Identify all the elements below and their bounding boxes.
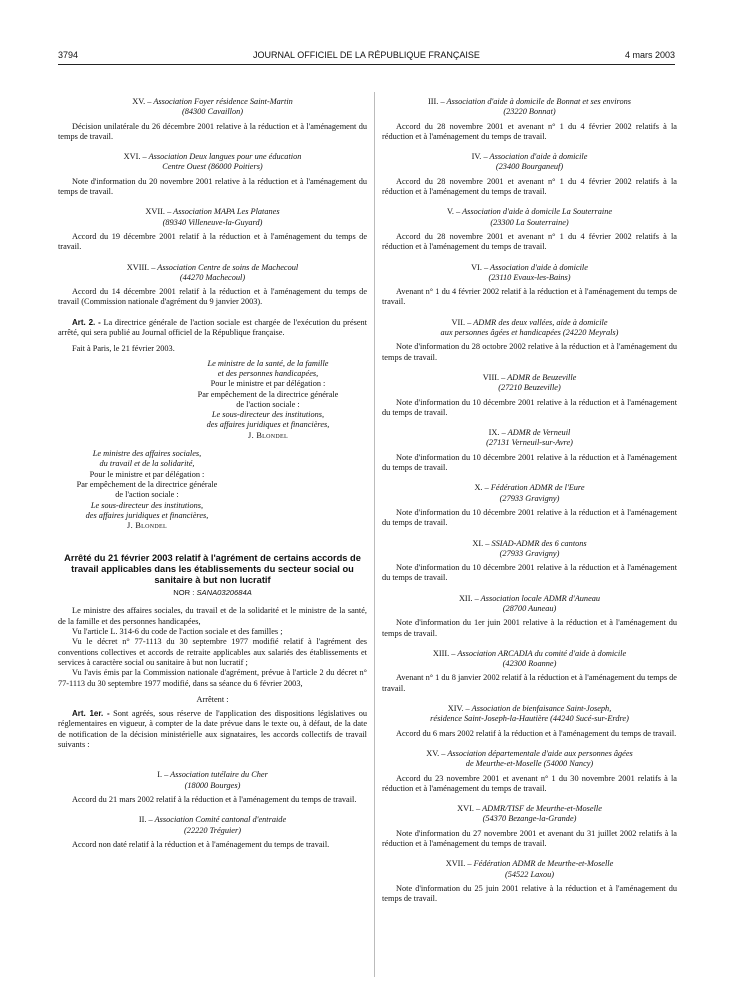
entry-association: – ADMR des deux vallées, aide à domicile bbox=[465, 317, 608, 327]
entry-title bbox=[382, 859, 677, 869]
journal-title: JOURNAL OFFICIEL DE LA RÉPUBLIQUE FRANÇAISE bbox=[253, 50, 480, 60]
right-entry bbox=[382, 373, 677, 418]
entry-title bbox=[382, 318, 677, 328]
entry-title bbox=[58, 815, 367, 825]
entry-title bbox=[382, 428, 677, 438]
entry-number: XII. bbox=[458, 593, 473, 603]
place-date-line: Fait à Paris, le 21 février 2003. bbox=[72, 344, 175, 354]
sig2-line6: Le sous-directeur des institutions, bbox=[90, 500, 204, 510]
entry-location: (44270 Machecoul) bbox=[179, 272, 246, 282]
right-entry bbox=[382, 539, 677, 584]
entry-association: – Association de bienfaisance Saint-Joseph, bbox=[463, 704, 612, 714]
entry-title bbox=[382, 263, 677, 273]
entry-number: XIII. bbox=[432, 648, 450, 658]
left-top-entries bbox=[58, 97, 367, 308]
entry-location: résidence Saint-Joseph-la-Hautière (44240 Sucé-sur-Erdre) bbox=[430, 714, 629, 724]
entry-text: Accord du 6 mars 2002 relatif à la réduction et à l'aménagement du temps de travail. bbox=[396, 728, 677, 738]
entry-location: de Meurthe-et-Moselle (54000 Nancy) bbox=[465, 759, 594, 769]
left-bottom-entry bbox=[58, 815, 367, 850]
entry-text: Décision unilatérale du 26 décembre 2001 relative à la réduction et à l'aménagement du temps de travail. bbox=[58, 121, 367, 141]
article-1-label: Art. 1er. - bbox=[72, 709, 110, 719]
nor-code: SANA0320684A bbox=[196, 588, 252, 598]
entry-number: XIV. bbox=[447, 704, 464, 714]
page-header bbox=[58, 50, 675, 64]
entry-association: – Association d'aide à domicile bbox=[481, 152, 588, 162]
left-top-entry bbox=[58, 263, 367, 308]
sig2-line5: de l'action sociale : bbox=[115, 490, 179, 500]
signature-block-2 bbox=[58, 449, 236, 531]
entry-title bbox=[382, 649, 677, 659]
entry-location: (54522 Laxou) bbox=[504, 869, 555, 879]
entry-text: Accord du 19 décembre 2001 relatif à la réduction et à l'aménagement du temps de travail. bbox=[58, 231, 367, 252]
article-1 bbox=[58, 709, 367, 750]
article-2 bbox=[58, 318, 367, 339]
entry-text: Note d'information du 10 décembre 2001 relative à la réduction et à l'aménagement du temps de travail. bbox=[382, 563, 677, 583]
left-top-entry bbox=[58, 207, 367, 252]
article-2-text: La directrice générale de l'action sociale est chargée de l'exécution du présent arrêté, qui sera publié au Journal officiel de la République française. bbox=[58, 317, 367, 338]
right-entry bbox=[382, 704, 677, 739]
entry-title bbox=[382, 207, 677, 217]
preamble-para-2: Vu l'article L. 314-6 du code de l'action sociale et des familles ; bbox=[72, 627, 283, 637]
right-entry bbox=[382, 318, 677, 363]
entry-title bbox=[382, 152, 677, 162]
sig1-line1: Le ministre de la santé, de la famille bbox=[207, 358, 329, 368]
entry-association: – ADMR/TISF de Meurthe-et-Moselle bbox=[473, 804, 602, 814]
column-divider bbox=[374, 92, 375, 977]
entry-location: (84300 Cavaillon) bbox=[181, 107, 244, 117]
entry-title bbox=[382, 749, 677, 759]
left-bottom-entry bbox=[58, 770, 367, 805]
entry-title bbox=[382, 483, 677, 493]
entry-association: – Association ARCADIA du comité d'aide à domicile bbox=[449, 648, 627, 658]
entry-location: (23110 Evaux-les-Bains) bbox=[488, 272, 571, 282]
entry-number: V. bbox=[446, 207, 454, 217]
entry-location: (54370 Bezange-la-Grande) bbox=[482, 814, 577, 824]
entry-number: II. bbox=[138, 815, 147, 825]
entry-location: (42300 Roanne) bbox=[502, 659, 557, 669]
entry-title bbox=[58, 97, 367, 107]
article-1-text: Sont agréés, sous réserve de l'application des dispositions législatives ou réglementaires en vigueur, à compter de la date prévue dans le texte ou, à défaut, de la date de notification de la décision ministérielle aux signataires, les accords collectifs de travail suivants : bbox=[58, 709, 367, 750]
right-entry bbox=[382, 804, 677, 849]
entry-title bbox=[58, 770, 367, 780]
entry-location: (23400 Bourganeuf) bbox=[495, 162, 564, 172]
entry-text: Note d'information du 10 décembre 2001 relative à la réduction et à l'aménagement du temps de travail. bbox=[382, 507, 677, 528]
right-entry bbox=[382, 152, 677, 197]
entry-text: Accord du 14 décembre 2001 relatif à la réduction et à l'aménagement du temps de travail (Commission nationale d'agrément du 9 janvier 2003). bbox=[58, 287, 367, 307]
sig1-line7: des affaires juridiques et financières, bbox=[206, 420, 330, 430]
entry-number: VII. bbox=[451, 317, 466, 327]
entry-association: – Association Deux langues pour une éducation bbox=[140, 152, 302, 162]
entry-location: (23300 La Souterraine) bbox=[490, 217, 569, 227]
entry-location: (28700 Auneau) bbox=[502, 603, 557, 613]
entry-number: IV. bbox=[471, 152, 482, 162]
entry-text: Avenant n° 1 du 4 février 2002 relatif à la réduction et à l'aménagement du temps de travail. bbox=[382, 287, 677, 307]
right-entry bbox=[382, 594, 677, 639]
entry-title bbox=[382, 594, 677, 604]
right-column bbox=[382, 97, 677, 915]
entry-title bbox=[382, 373, 677, 383]
entry-number: I. bbox=[157, 770, 163, 780]
entry-association: – Association d'aide à domicile de Bonnat et ses environs bbox=[438, 97, 631, 106]
left-bottom-entries bbox=[58, 770, 367, 850]
entry-text: Accord du 28 novembre 2001 et avenant n° 1 du 4 février 2002 relatifs à la réduction et à l'aménagement du temps de travail. bbox=[382, 176, 677, 197]
entry-text: Accord non daté relatif à la réduction et à l'aménagement du temps de travail. bbox=[72, 839, 330, 849]
entry-text: Note d'information du 1er juin 2001 relative à la réduction et à l'aménagement du temps de travail. bbox=[382, 618, 677, 638]
arretent-line: Arrêtent : bbox=[196, 694, 229, 704]
entry-title bbox=[382, 97, 677, 107]
entry-title bbox=[58, 207, 367, 217]
preamble bbox=[58, 606, 367, 688]
entry-number: III. bbox=[428, 97, 439, 106]
entry-association: – Fédération ADMR de Meurthe-et-Moselle bbox=[465, 859, 614, 869]
entry-text: Accord du 28 novembre 2001 et avenant n° 1 du 4 février 2002 relatifs à la réduction et à l'aménagement du temps de travail. bbox=[382, 231, 677, 252]
right-entry bbox=[382, 207, 677, 252]
sig2-line7: des affaires juridiques et financières, bbox=[85, 510, 209, 520]
entry-number: VI. bbox=[471, 262, 482, 272]
nor-line bbox=[58, 588, 367, 598]
entry-title bbox=[382, 804, 677, 814]
entry-location: (27933 Gravigny) bbox=[499, 548, 560, 558]
entry-location: (89340 Villeneuve-la-Guyard) bbox=[162, 217, 263, 227]
entry-association: – ADMR de Verneuil bbox=[499, 428, 571, 438]
signature-block-1 bbox=[168, 359, 368, 441]
right-entry bbox=[382, 859, 677, 904]
nor-label: NOR : bbox=[173, 588, 197, 598]
preamble-para-4: Vu l'avis émis par la Commission nationale d'agrément, prévue à l'article 2 du décret n° 77-1113 du 30 septembre 1977 modifié, dans sa séance du 6 février 2003, bbox=[58, 668, 367, 688]
entry-location: (27933 Gravigny) bbox=[499, 493, 560, 503]
entry-association: – Fédération ADMR de l'Eure bbox=[482, 483, 585, 493]
sig1-line5: de l'action sociale : bbox=[236, 399, 300, 409]
entry-text: Accord du 23 novembre 2001 et avenant n° 1 du 30 novembre 2001 relatifs à la réduction et à l'aménagement du temps de travail. bbox=[382, 773, 677, 793]
entry-text: Note d'information du 20 novembre 2001 relative à la réduction et à l'aménagement du temps de travail. bbox=[58, 176, 367, 197]
sig1-line4: Par empêchement de la directrice générale bbox=[197, 389, 339, 399]
sig2-line2: du travail et de la solidarité, bbox=[99, 459, 195, 469]
left-top-entry bbox=[58, 152, 367, 197]
sig2-line4: Par empêchement de la directrice générale bbox=[76, 479, 218, 489]
entry-number: VIII. bbox=[482, 372, 500, 382]
entry-association: – Association d'aide à domicile La Souterraine bbox=[453, 207, 613, 217]
right-entry bbox=[382, 749, 677, 794]
entry-title bbox=[58, 263, 367, 273]
right-entry bbox=[382, 428, 677, 473]
sig2-name: J. Blondel bbox=[127, 521, 167, 531]
entry-text: Note d'information du 28 octobre 2002 relative à la réduction et à l'aménagement du temps de travail. bbox=[382, 342, 677, 362]
article-2-label: Art. 2. - bbox=[72, 317, 101, 327]
entry-number: XVI. bbox=[123, 152, 141, 162]
entry-location: (23220 Bonnat) bbox=[503, 107, 556, 117]
entry-number: XVI. bbox=[457, 804, 474, 814]
entry-number: XVII. bbox=[445, 859, 466, 869]
header-rule bbox=[58, 64, 675, 65]
entry-location: (27210 Beuzeville) bbox=[498, 383, 561, 393]
entry-number: XV. bbox=[426, 748, 440, 758]
preamble-para-1: Le ministre des affaires sociales, du travail et de la solidarité et le ministre de la santé, de la famille et des personnes handicapées, bbox=[58, 606, 367, 626]
issue-date: 4 mars 2003 bbox=[624, 50, 675, 60]
entry-association: – Association départementale d'aide aux personnes âgées bbox=[439, 748, 633, 758]
entry-association: – Association Foyer résidence Saint-Martin bbox=[145, 97, 293, 106]
entry-text: Note d'information du 10 décembre 2001 relative à la réduction et à l'aménagement du temps de travail. bbox=[382, 397, 677, 417]
left-column bbox=[58, 97, 367, 860]
entry-association: – Association Comité cantonal d'entraide bbox=[146, 815, 287, 825]
entry-location: (18000 Bourges) bbox=[184, 780, 241, 790]
entry-text: Accord du 21 mars 2002 relatif à la réduction et à l'aménagement du temps de travail. bbox=[72, 794, 357, 804]
entry-text: Accord du 28 novembre 2001 et avenant n° 1 du 4 février 2002 relatifs à la réduction et à l'aménagement du temps de travail. bbox=[382, 121, 677, 141]
entry-association: – Association Centre de soins de Machecoul bbox=[149, 262, 299, 272]
entry-association: – Association locale ADMR d'Auneau bbox=[472, 593, 601, 603]
right-entry bbox=[382, 649, 677, 694]
entry-location: (22220 Tréguier) bbox=[184, 825, 241, 835]
entry-association: – Association d'aide à domicile bbox=[481, 262, 588, 272]
sig1-line2: et des personnes handicapées, bbox=[217, 368, 319, 378]
entry-number: X. bbox=[474, 483, 483, 493]
entry-location: (27131 Verneuil-sur-Avre) bbox=[486, 438, 573, 448]
right-entry bbox=[382, 97, 677, 142]
right-entries bbox=[382, 97, 677, 905]
entry-association: – ADMR de Beuzeville bbox=[499, 372, 577, 382]
right-entry bbox=[382, 263, 677, 308]
entry-text: Note d'information du 10 décembre 2001 relative à la réduction et à l'aménagement du temps de travail. bbox=[382, 452, 677, 473]
entry-number: XV. bbox=[132, 97, 146, 106]
sig2-line1: Le ministre des affaires sociales, bbox=[92, 449, 202, 459]
entry-number: XVII. bbox=[145, 207, 166, 217]
sig1-line6: Le sous-directeur des institutions, bbox=[211, 410, 325, 420]
left-top-entry bbox=[58, 97, 367, 142]
entry-location: aux personnes âgées et handicapées (24220 Meyrals) bbox=[440, 328, 619, 338]
spacer bbox=[58, 750, 367, 770]
entry-association: – SSIAD-ADMR des 6 cantons bbox=[483, 538, 587, 548]
page-number: 3794 bbox=[58, 50, 79, 60]
entry-number: XVIII. bbox=[126, 262, 150, 272]
entry-association: – Association tutélaire du Cher bbox=[162, 770, 268, 780]
sig2-line3: Pour le ministre et par délégation : bbox=[89, 469, 205, 479]
entry-association: – Association MAPA Les Platanes bbox=[165, 207, 280, 217]
entry-text: Note d'information du 27 novembre 2001 et avenant du 31 juillet 2002 relatifs à la réduction et à l'aménagement du temps de travail. bbox=[382, 828, 677, 849]
sig1-line3: Pour le ministre et par délégation : bbox=[210, 379, 326, 389]
entry-text: Note d'information du 25 juin 2001 relative à la réduction et à l'aménagement du temps de travail. bbox=[382, 883, 677, 904]
entry-title bbox=[382, 704, 677, 714]
sig1-name: J. Blondel bbox=[248, 430, 288, 440]
preamble-para-3: Vu le décret n° 77-1113 du 30 septembre 1977 modifié relatif à l'agrément des conventions collectives et accords de retraite applicables aux salariés des établissements et services à caractère social ou sanitaire à but non lucratif ; bbox=[58, 637, 367, 667]
entry-title bbox=[58, 152, 367, 162]
entry-title bbox=[382, 539, 677, 549]
entry-text: Avenant n° 1 du 8 janvier 2002 relatif à la réduction et à l'aménagement du temps de travail. bbox=[382, 673, 677, 693]
arrete-title: Arrêté du 21 février 2003 relatif à l'agrément de certains accords de travail applicables dans les établissements du secteur social ou sanitaire à but non lucratif bbox=[64, 553, 361, 585]
entry-number: IX. bbox=[488, 428, 500, 438]
entry-location: Centre Ouest (86000 Poitiers) bbox=[162, 162, 263, 172]
right-entry bbox=[382, 483, 677, 528]
entry-number: XI. bbox=[472, 538, 484, 548]
